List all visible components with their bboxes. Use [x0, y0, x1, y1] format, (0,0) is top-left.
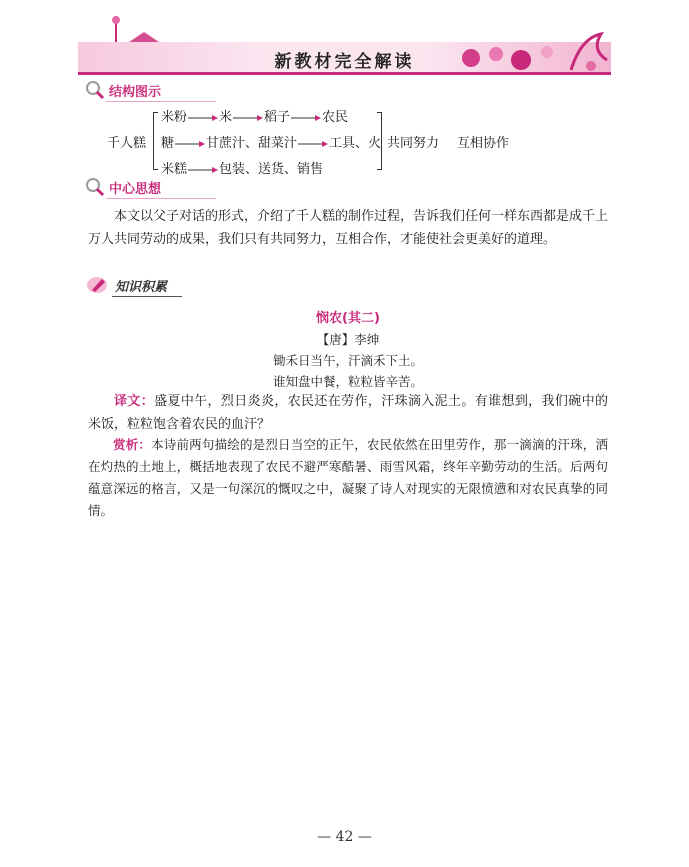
- diagram-row-3: [161, 158, 323, 177]
- arrow-right-icon: [188, 114, 218, 122]
- arrow-right-icon: [233, 114, 263, 122]
- left-brace: [153, 112, 158, 170]
- knowledge-title: 知识积累: [115, 279, 168, 295]
- diagram-node: 糖: [161, 136, 175, 151]
- right-brace: [377, 112, 382, 170]
- translation-label: 译文：: [114, 394, 155, 409]
- arrow-right-icon: [298, 140, 328, 148]
- magnifier-icon: [84, 80, 106, 100]
- arrow-right-icon: [291, 114, 321, 122]
- header-title: 新教材完全解读: [274, 52, 415, 72]
- poem-title: 悯农(其二): [316, 311, 380, 326]
- arrow-right-icon: [188, 166, 218, 174]
- diagram-conclusion-2: 互相协作: [457, 136, 510, 151]
- poem-author: 【唐】李绅: [316, 332, 380, 347]
- diagram-node: 米: [219, 110, 233, 125]
- diagram-node: 米粉: [161, 110, 188, 125]
- diagram-conclusion-1: 共同努力: [387, 136, 440, 151]
- diagram-node: 工具、火: [329, 136, 382, 151]
- diagram-row-2: [161, 132, 381, 151]
- translation-paragraph: [88, 390, 608, 436]
- page-header: [78, 12, 611, 76]
- translation-text: 盛夏中午，烈日炎炎，农民还在劳作，汗珠滴入泥土。有谁想到，我们碗中的米饭，粒粒饱含着农民的血汗？: [88, 394, 608, 432]
- central-idea-heading-rule: [106, 198, 216, 199]
- pen-nib-icon: [86, 275, 112, 295]
- appreciation-text: 本诗前两句描绘的是烈日当空的正午，农民依然在田里劳作，那一滴滴的汗珠，洒在灼热的土地上，概括地表现了农民不避严寒酷暑、雨雪风霜，终年辛勤劳动的生活。后两句蕴意深远的格言，又是一句深沉的慨叹之中，凝聚了诗人对现实的无限愤懑和对农民真挚的同情。: [88, 437, 608, 518]
- diagram-node: 米糕: [161, 162, 188, 177]
- central-idea-heading: [84, 177, 161, 197]
- knowledge-heading-rule: [112, 296, 182, 297]
- structure-title: 结构图示: [109, 84, 162, 100]
- structure-heading-rule: [106, 101, 216, 102]
- central-idea-text: 本文以父子对话的形式，介绍了千人糕的制作过程，告诉我们任何一样东西都是成千上万人共同劳动的成果，我们只有共同努力，互相合作，才能使社会更美好的道理。: [88, 209, 609, 247]
- diagram-node: 甘蔗汁、甜菜汁: [206, 136, 298, 151]
- diagram-root: 千人糕: [107, 136, 147, 151]
- poem-line-2: 谁知盘中餐，粒粒皆辛苦。: [272, 374, 423, 389]
- diagram-node: 包装、送货、销售: [219, 162, 324, 177]
- diagram-node: 稻子: [264, 110, 291, 125]
- page-number: — 42 —: [317, 829, 372, 845]
- appreciation-paragraph: [88, 434, 608, 522]
- central-idea-title: 中心思想: [109, 181, 162, 197]
- header-rule: [78, 72, 611, 75]
- diagram-row-1: [161, 106, 348, 125]
- knowledge-heading: [86, 275, 167, 295]
- flower-decoration-icon: [451, 30, 611, 74]
- poem-line-1: 锄禾日当午，汗滴禾下土。: [272, 353, 423, 368]
- diagram-node: 农民: [322, 110, 349, 125]
- arrow-right-icon: [175, 140, 205, 148]
- appreciation-label: 赏析：: [113, 437, 152, 452]
- structure-heading: [84, 80, 161, 100]
- magnifier-icon: [84, 177, 106, 197]
- structure-diagram: [107, 106, 577, 177]
